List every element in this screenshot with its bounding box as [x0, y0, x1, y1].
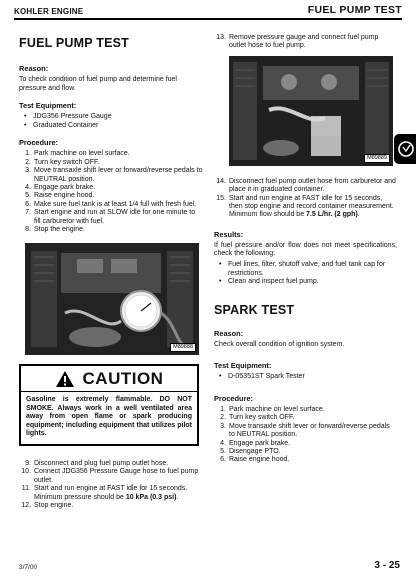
step-spec-value: 10 kPa (0.3 psi) — [125, 493, 177, 501]
page-number: 3 - 25 — [374, 560, 400, 571]
test-equipment-heading: Test Equipment: — [19, 101, 77, 111]
spark-reason-text: Check overall condition of ignition system. — [214, 340, 345, 348]
procedure-steps-continued — [21, 460, 203, 510]
step-text: Park machine on level surface. — [229, 406, 325, 413]
step-text: Start and run engine at FAST idle for 15 seconds, then stop engine and record container measurement. Minimum flow should be 7.5 L/hr. (2 gph). — [229, 194, 394, 219]
procedure-step — [21, 226, 203, 234]
procedure-step — [216, 423, 397, 440]
step-text: Turn key switch OFF. — [34, 158, 100, 166]
step-number: 1. — [25, 150, 31, 158]
figure-code: M89889 — [364, 154, 390, 163]
footer-date: 3/7/00 — [19, 564, 38, 571]
results-list — [219, 261, 397, 287]
procedure-step — [21, 209, 203, 226]
procedure-step — [21, 502, 203, 510]
bullet-item: • JDG356 Pressure Gauge — [24, 113, 203, 122]
procedure-step — [21, 150, 203, 158]
page-header — [14, 4, 402, 20]
procedure-step — [216, 456, 397, 464]
caution-text: Gasoline is extremely flammable. DO NOT SMOKE. Always work in a well ventilated area away from open flame or spark producing equipment; including equipment that utilizes pilot lights. — [26, 396, 192, 438]
step-number: 2. — [220, 414, 226, 422]
section-tab — [394, 134, 416, 164]
step-text: Remove pressure gauge and connect fuel pump outlet hose to fuel pump. — [229, 34, 379, 50]
procedure-step — [21, 460, 203, 468]
step-text: Disconnect and plug fuel pump outlet hose. — [34, 459, 169, 467]
test-equipment-list — [24, 113, 203, 130]
procedure-heading: Procedure: — [19, 138, 59, 148]
step-number: 5. — [25, 192, 31, 200]
procedure-steps — [21, 150, 203, 234]
procedure-step — [216, 34, 397, 51]
procedure-step — [216, 414, 397, 422]
procedure-step — [21, 184, 203, 192]
reason-text: To check condition of fuel pump and determine fuel pressure and flow. — [19, 76, 177, 92]
step-text: Raise engine hood. — [34, 192, 95, 200]
bullet-item: • D-05351ST Spark Tester — [219, 373, 397, 382]
spark-reason-heading: Reason: — [214, 328, 244, 338]
step-number: 14. — [216, 177, 226, 185]
procedure-step — [216, 448, 397, 456]
step-number: 4. — [220, 439, 226, 447]
step-spec-value: 7.5 L/hr. (2 gph) — [306, 211, 358, 219]
caution-header — [21, 366, 197, 392]
pressure-gauge-photo — [25, 243, 199, 355]
procedure-step — [21, 201, 203, 209]
figure-code: M89888 — [170, 343, 196, 352]
bullet-item: • Fuel lines, filter, shutoff valve, and fuel tank cap for restrictions. — [219, 261, 397, 278]
procedure-step — [216, 195, 397, 220]
step-text: Make sure fuel tank is at least 1/4 full with fresh fuel. — [34, 200, 197, 208]
step-number: 10. — [21, 468, 31, 476]
procedure-step — [21, 192, 203, 200]
step-number: 3. — [220, 422, 226, 430]
header-section-title: KOHLER ENGINE — [14, 7, 84, 16]
step-text: Raise engine hood. — [229, 456, 290, 464]
step-number: 15. — [216, 194, 226, 202]
step-number: 12. — [21, 501, 31, 509]
procedure-step — [21, 159, 203, 167]
bullet-item: • Clean and inspect fuel pump. — [219, 278, 397, 287]
header-page-topic: FUEL PUMP TEST — [307, 4, 402, 16]
step-text: Start and run engine at FAST idle for 15 seconds. Minimum pressure should be 10 kPa (0.3 psi). — [34, 485, 188, 501]
step-text: Engage park brake. — [34, 184, 96, 191]
step-text: Turn key switch OFF. — [229, 414, 295, 422]
reason-heading: Reason: — [19, 64, 49, 73]
spark-equipment-heading: Test Equipment: — [214, 361, 272, 371]
procedure-steps-13 — [216, 34, 397, 51]
step-text: Disconnect fuel pump outlet hose from carburetor and place it in graduated container. — [229, 177, 396, 194]
caution-title: CAUTION — [82, 368, 164, 388]
step-number: 3. — [25, 167, 31, 175]
procedure-step — [216, 440, 397, 448]
step-number: 6. — [25, 200, 31, 208]
caution-box — [19, 364, 199, 446]
flow-test-photo — [229, 56, 393, 166]
procedure-step — [216, 406, 397, 414]
left-column — [19, 28, 203, 510]
results-text: If fuel pressure and/or flow does not meet specifications, check the following: — [214, 241, 397, 258]
step-number: 13. — [216, 34, 226, 41]
step-number: 6. — [220, 456, 226, 464]
step-text: Move transaxle shift lever or forward/reverse pedals to NEUTRAL position. — [34, 167, 203, 183]
step-number: 2. — [25, 158, 31, 166]
procedure-steps-14-15 — [216, 178, 397, 220]
step-number: 7. — [25, 209, 31, 217]
step-number: 1. — [220, 406, 226, 413]
procedure-step — [21, 485, 203, 502]
fuel-pump-test-title: FUEL PUMP TEST — [19, 36, 129, 50]
engine-section-icon — [394, 134, 416, 164]
step-text: Start engine and run at SLOW idle for one minute to fill carburetor with fuel. — [34, 209, 196, 225]
spark-test-title: SPARK TEST — [214, 302, 295, 317]
bullet-item: • Graduated Container — [24, 122, 203, 131]
step-text: Move transaxle shift lever or forward/reverse pedals to NEUTRAL position. — [229, 422, 390, 439]
engine-pressure-gauge-illustration — [25, 243, 199, 355]
step-number: 5. — [220, 448, 226, 456]
step-number: 9. — [25, 459, 31, 467]
step-number: 4. — [25, 184, 31, 191]
procedure-step — [21, 167, 203, 184]
procedure-step — [21, 468, 203, 485]
step-text: Stop the engine. — [34, 226, 85, 234]
step-text: Engage park brake. — [229, 439, 291, 447]
spark-procedure-steps — [216, 406, 397, 465]
engine-fuel-hose-illustration — [229, 56, 393, 166]
right-column — [214, 28, 397, 465]
step-text: Disengage PTO. — [229, 448, 281, 456]
step-number: 8. — [25, 226, 31, 234]
step-text: Connect JDG356 Pressure Gauge hose to fuel pump outlet. — [34, 468, 199, 484]
results-heading: Results: — [214, 229, 244, 239]
procedure-step — [216, 178, 397, 195]
step-text: Stop engine. — [34, 501, 74, 509]
step-number: 11. — [21, 485, 31, 493]
spark-procedure-heading: Procedure: — [214, 394, 254, 403]
step-text: Park machine on level surface. — [34, 150, 130, 158]
warning-icon — [55, 370, 75, 388]
spark-equipment-list — [219, 373, 397, 382]
